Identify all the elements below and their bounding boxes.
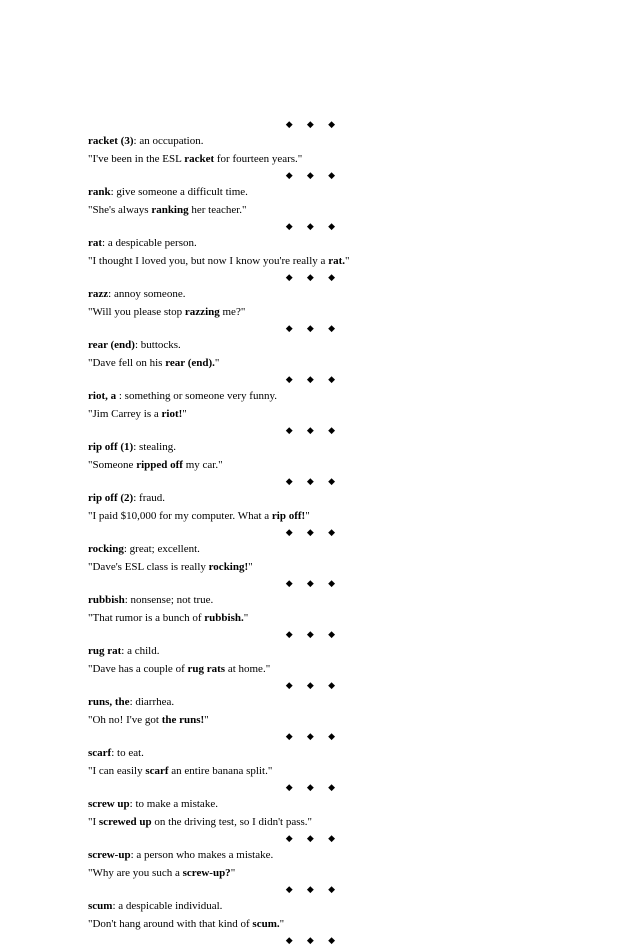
definition-text: : annoy someone. [108, 288, 186, 300]
example-highlight: racket [184, 153, 215, 165]
glossary-entry [88, 285, 368, 321]
diamond-ornament-icon: ◆ ◆ ◆ [285, 221, 341, 231]
diamond-ornament-icon: ◆ ◆ ◆ [285, 272, 341, 282]
example-highlight: rug rats [187, 663, 226, 675]
example-text: "Dave fell on his [88, 357, 166, 369]
definition-text: : to make a mistake. [129, 798, 218, 810]
entry-term: rubbish [88, 594, 125, 606]
example-highlight: ripped off [136, 459, 183, 471]
entry-example [88, 405, 368, 423]
example-text: my car." [182, 459, 223, 471]
entry-example [88, 660, 368, 678]
entry-example [88, 813, 368, 831]
example-text: "Dave has a couple of [88, 663, 188, 675]
entry-definition [88, 234, 368, 252]
example-text: an entire banana split." [168, 765, 273, 777]
example-highlight: riot! [161, 408, 183, 420]
divider-diamonds [88, 525, 368, 540]
diamond-ornament-icon: ◆ ◆ ◆ [285, 170, 341, 180]
diamond-ornament-icon: ◆ ◆ ◆ [285, 527, 341, 537]
glossary-entry [88, 744, 368, 780]
divider-diamonds [88, 831, 368, 846]
example-text: " [243, 612, 249, 624]
example-text: "Why are you such a [88, 867, 183, 879]
glossary-entry [88, 591, 368, 627]
entry-term: riot, a [88, 390, 117, 402]
entry-example [88, 150, 368, 168]
example-text: me?" [219, 306, 246, 318]
entry-example [88, 354, 368, 372]
definition-text: : give someone a difficult time. [110, 186, 248, 198]
entry-definition [88, 336, 368, 354]
entry-definition [88, 438, 368, 456]
example-text: " [248, 561, 253, 573]
entry-example [88, 558, 368, 576]
entry-term: scarf [88, 747, 112, 759]
definition-text: : to eat. [111, 747, 144, 759]
glossary-list [88, 117, 368, 948]
entry-term: rug rat [88, 645, 122, 657]
glossary-entry [88, 183, 368, 219]
entry-example [88, 864, 368, 882]
entry-definition [88, 132, 368, 150]
glossary-entry [88, 234, 368, 270]
divider-diamonds [88, 933, 368, 948]
example-highlight: ranking [151, 204, 189, 216]
entry-term: rank [88, 186, 111, 198]
definition-text: : a despicable person. [102, 237, 197, 249]
example-text: at home." [225, 663, 271, 675]
entry-term: rocking [88, 543, 124, 555]
diamond-ornament-icon: ◆ ◆ ◆ [285, 782, 341, 792]
definition-text: : a child. [121, 645, 160, 657]
entry-term: razz [88, 288, 109, 300]
divider-diamonds [88, 423, 368, 438]
example-text: "She's always [88, 204, 152, 216]
entry-example [88, 303, 368, 321]
example-text: "I thought I loved you, but now I know you're really a [88, 255, 329, 267]
diamond-ornament-icon: ◆ ◆ ◆ [285, 731, 341, 741]
entry-definition [88, 387, 368, 405]
divider-diamonds [88, 780, 368, 795]
divider-diamonds [88, 168, 368, 183]
divider-diamonds [88, 270, 368, 285]
entry-term: screw-up [88, 849, 131, 861]
entry-example [88, 762, 368, 780]
example-text: "Oh no! I've got [88, 714, 162, 726]
entry-term: rip off (2) [88, 492, 134, 504]
diamond-ornament-icon: ◆ ◆ ◆ [285, 629, 341, 639]
glossary-entry [88, 438, 368, 474]
entry-example [88, 252, 368, 270]
example-text: "Dave's ESL class is really [88, 561, 209, 573]
entry-term: scum [88, 900, 113, 912]
divider-diamonds [88, 321, 368, 336]
example-text: on the driving test, so I didn't pass." [151, 816, 313, 828]
divider-diamonds [88, 729, 368, 744]
example-text: "Jim Carrey is a [88, 408, 162, 420]
entry-example [88, 915, 368, 933]
definition-text: : great; excellent. [123, 543, 200, 555]
entry-definition [88, 489, 368, 507]
entry-definition [88, 183, 368, 201]
diamond-ornament-icon: ◆ ◆ ◆ [285, 323, 341, 333]
example-highlight: razzing [184, 306, 220, 318]
example-text: "I [88, 816, 99, 828]
entry-example [88, 456, 368, 474]
definition-text: : a despicable individual. [112, 900, 223, 912]
definition-text: : stealing. [133, 441, 176, 453]
definition-text: : an occupation. [133, 135, 204, 147]
entry-example [88, 609, 368, 627]
entry-definition [88, 795, 368, 813]
diamond-ornament-icon: ◆ ◆ ◆ [285, 935, 341, 945]
example-highlight: screwed up [98, 816, 152, 828]
diamond-ornament-icon: ◆ ◆ ◆ [285, 476, 341, 486]
example-highlight: rip off! [271, 510, 306, 522]
diamond-ornament-icon: ◆ ◆ ◆ [285, 884, 341, 894]
definition-text: : nonsense; not true. [124, 594, 214, 606]
example-text: her teacher." [188, 204, 247, 216]
entry-term: runs, the [88, 696, 130, 708]
entry-example [88, 711, 368, 729]
example-text: for fourteen years." [214, 153, 303, 165]
entry-definition [88, 591, 368, 609]
diamond-ornament-icon: ◆ ◆ ◆ [285, 374, 341, 384]
example-text: "I can easily [88, 765, 146, 777]
entry-term: racket (3) [88, 135, 134, 147]
example-text: "I've been in the ESL [88, 153, 185, 165]
divider-diamonds [88, 627, 368, 642]
example-text: "I paid $10,000 for my computer. What a [88, 510, 272, 522]
definition-text: : buttocks. [134, 339, 181, 351]
example-text: " [182, 408, 187, 420]
example-highlight: rear (end). [165, 357, 215, 369]
diamond-ornament-icon: ◆ ◆ ◆ [285, 833, 341, 843]
entry-definition [88, 744, 368, 762]
diamond-ornament-icon: ◆ ◆ ◆ [285, 680, 341, 690]
entry-definition [88, 693, 368, 711]
example-highlight: rocking! [208, 561, 249, 573]
divider-diamonds [88, 372, 368, 387]
example-text: "Will you please stop [88, 306, 185, 318]
entry-definition [88, 642, 368, 660]
diamond-ornament-icon: ◆ ◆ ◆ [285, 578, 341, 588]
divider-diamonds [88, 882, 368, 897]
example-text: "Don't hang around with that kind of [88, 918, 253, 930]
glossary-entry [88, 897, 368, 933]
entry-term: rear (end) [88, 339, 135, 351]
diamond-ornament-icon: ◆ ◆ ◆ [285, 119, 341, 129]
example-highlight: screw-up? [182, 867, 231, 879]
entry-term: rip off (1) [88, 441, 134, 453]
glossary-entry [88, 846, 368, 882]
example-highlight: scum. [252, 918, 280, 930]
entry-definition [88, 897, 368, 915]
definition-text: : diarrhea. [129, 696, 175, 708]
divider-diamonds [88, 117, 368, 132]
entry-example [88, 201, 368, 219]
glossary-entry [88, 489, 368, 525]
example-text: "That rumor is a bunch of [88, 612, 205, 624]
entry-example [88, 507, 368, 525]
example-highlight: rat. [328, 255, 345, 267]
entry-definition [88, 285, 368, 303]
glossary-entry [88, 693, 368, 729]
example-text: " [305, 510, 310, 522]
divider-diamonds [88, 678, 368, 693]
glossary-entry [88, 387, 368, 423]
glossary-entry [88, 540, 368, 576]
entry-term: screw up [88, 798, 130, 810]
example-text: "Someone [88, 459, 137, 471]
divider-diamonds [88, 576, 368, 591]
glossary-entry [88, 132, 368, 168]
definition-text: : fraud. [133, 492, 165, 504]
diamond-ornament-icon: ◆ ◆ ◆ [285, 425, 341, 435]
divider-diamonds [88, 219, 368, 234]
glossary-entry [88, 336, 368, 372]
definition-text: : something or someone very funny. [116, 390, 278, 402]
entry-definition [88, 540, 368, 558]
example-text: " [230, 867, 236, 879]
glossary-entry [88, 642, 368, 678]
example-highlight: scarf [145, 765, 169, 777]
example-text: " [204, 714, 209, 726]
example-text: " [214, 357, 220, 369]
example-highlight: rubbish. [204, 612, 244, 624]
entry-definition [88, 846, 368, 864]
example-text: " [344, 255, 350, 267]
example-text: " [279, 918, 285, 930]
entry-term: rat [88, 237, 103, 249]
definition-text: : a person who makes a mistake. [130, 849, 274, 861]
divider-diamonds [88, 474, 368, 489]
example-highlight: the runs! [161, 714, 205, 726]
